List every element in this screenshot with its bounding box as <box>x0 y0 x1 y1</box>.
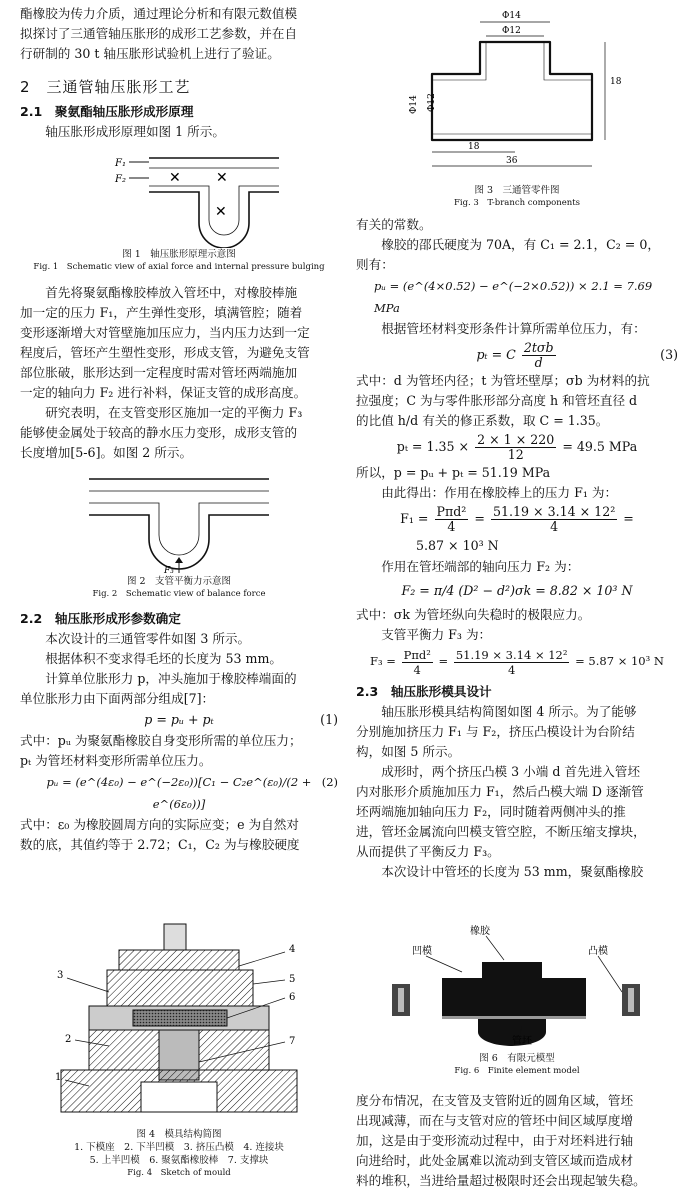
paragraph-line: 加一定的压力 F₁，产生弹性变形，填满管腔；随着 <box>20 305 303 320</box>
part-number: 6 <box>289 992 296 1003</box>
figure-3-caption-en: Fig. 3 T-branch components <box>453 198 581 208</box>
axial-bulging-diagram <box>49 148 309 248</box>
section-2-heading: 2 三通管轴压胀形工艺 <box>20 78 191 96</box>
paragraph-line: 程度后，管坯产生塑性变形，形成支管，为避免支管 <box>20 345 310 360</box>
paragraph-line: 变形逐渐增大对管壁施加压应力，当内压力达到一定 <box>20 325 310 340</box>
figure-4-caption-en: Fig. 4 Sketch of mould <box>127 1168 231 1178</box>
paragraph-line: pₜ 为管坯材料变形所需单位压力。 <box>20 753 212 768</box>
paragraph: 有关的常数。 <box>356 217 432 232</box>
equation-pu: pᵤ = (e^(4×0.52) − e^(−2×0.52)) × 2.1 = 7.69 MPa <box>374 279 653 315</box>
section-2-3-heading: 2.3 轴压胀形模具设计 <box>356 684 492 699</box>
figure-2-caption: 图 2 支管平衡力示意图 <box>126 576 232 587</box>
paragraph-line: 内对胀形介质施加压力 F₁，然后凸模大端 D 逐渐管 <box>356 784 644 799</box>
paragraph: 支管平衡力 F₃ 为： <box>381 627 492 642</box>
equation-pt: pₜ = 1.35 × $\frac{2 \times 1 \times 220}{12}$ = 49.5 MPa <box>396 432 638 462</box>
dim-l36: 36 <box>506 156 518 166</box>
part-number: 4 <box>289 944 296 955</box>
figure-1-caption: 图 1 轴压胀形原理示意图 <box>122 249 236 260</box>
paragraph-line: 首先将聚氨酯橡胶棒放入管坯中，对橡胶棒施 <box>45 285 298 300</box>
paragraph: 本次设计中管坯的长度为 53 mm，聚氨酯橡胶 <box>381 864 644 879</box>
paragraph-line: 单位胀形力由下面两部分组成[7]： <box>20 691 215 706</box>
paragraph-line: 出现减薄，而在与支管对应的管坯中间区域厚度增 <box>356 1113 634 1128</box>
svg-text:✕: ✕ <box>216 170 228 186</box>
figure-4 <box>20 922 338 1179</box>
figure-6-caption-en: Fig. 6 Finite element model <box>454 1066 580 1076</box>
figure-3-caption: 图 3 三通管零件图 <box>474 185 560 196</box>
t-branch-drawing <box>402 4 632 184</box>
part-number: 7 <box>289 1036 296 1047</box>
paragraph-line: 式中：pᵤ 为聚氨酯橡胶自身变形所需的单位压力； <box>20 733 302 748</box>
equation-number: (2) <box>321 775 338 789</box>
paragraph: 根据管坯材料变形条件计算所需单位压力，有： <box>381 321 646 336</box>
mould-sketch <box>49 922 309 1122</box>
paragraph-line: 则有： <box>356 257 394 272</box>
paragraph: 由此得出：作用在橡胶棒上的压力 F₁ 为： <box>381 485 618 500</box>
paragraph-line: 从而提供了平衡反力 F₃。 <box>356 844 500 859</box>
paragraph-line: 构，如图 5 所示。 <box>356 744 461 759</box>
part-number: 3 <box>57 970 64 981</box>
paragraph-line: 数的底，其值约等于 2.72；C₁，C₂ 为与橡胶硬度 <box>20 837 300 852</box>
paragraph-line: 部位胀破，胀形达到一定程度时需对管坯两端施加 <box>20 365 298 380</box>
part-number: 1 <box>55 1072 62 1083</box>
figure-1 <box>20 148 338 273</box>
paragraph-line: 的比值 h/d 有关的修正系数，取 C = 1.35。 <box>356 413 609 428</box>
paragraph-line: 坯两端施加轴向压力 F₂，同时随着两侧冲头的推 <box>356 804 626 819</box>
paragraph-line: 式中：d 为管坯内径；t 为管坯壁厚；σb 为材料的抗 <box>356 373 650 388</box>
intro-line: 行研制的 30 t 轴压胀形试验机上进行了验证。 <box>20 46 280 61</box>
paragraph: 作用在管坯端部的轴向压力 F₂ 为： <box>381 559 580 574</box>
figure-4-legend: 5. 上半凹模 6. 聚氨酯橡胶棒 7. 支撑块 <box>89 1155 269 1166</box>
figure-3 <box>356 4 678 209</box>
f2-label: F₂ <box>115 174 126 185</box>
balance-force-diagram <box>69 469 289 575</box>
equation-f1: F₁ = $\frac{\text{Pπd²}}{4}$ = $\frac{\text{51.19 × 3.14 × 12²}}{4}$ = <box>400 504 634 534</box>
label-rubber: 橡胶 <box>470 926 490 937</box>
figure-4-caption: 图 4 模具结构简图 <box>136 1129 222 1140</box>
paragraph-line: 进，管坯金属流向凹模支管空腔，不断压缩支撑块， <box>356 824 646 839</box>
paragraph: 本次设计的三通管零件如图 3 所示。 <box>45 631 251 646</box>
part-number: 2 <box>65 1034 72 1045</box>
paragraph-line: 式中：ε₀ 为橡胶圆周方向的实际应变；e 为自然对 <box>20 817 299 832</box>
equation-number: (3) <box>660 347 678 362</box>
dim-vd14: Φ14 <box>409 95 419 114</box>
paragraph-line: 度分布情况，在支管及支管附近的圆角区域，管坯 <box>356 1093 634 1108</box>
fe-model <box>382 922 652 1046</box>
right-column <box>356 4 678 882</box>
figure-6-caption: 图 6 有限元模型 <box>479 1053 555 1064</box>
paragraph-line: 料的堆积，当进给量超过极限时还会出现起皱失稳。 <box>356 1173 646 1188</box>
paragraph-line: 加，这是由于变形流动过程中，由于对坯料进行轴 <box>356 1133 634 1148</box>
equation-2: pᵤ = (e^(4ε₀) − e^(−2ε₀))[C₁ − C₂e^(ε₀)/(2 + e^(6ε₀))] (2) <box>20 771 338 815</box>
paragraph: 轴压胀形成形原理如图 1 所示。 <box>45 124 225 139</box>
dim-vd12: Φ12 <box>427 93 437 112</box>
dim-d12: Φ12 <box>502 26 521 36</box>
paragraph-line: 分别施加挤压力 F₁ 与 F₂，挤压凸模设计为台阶结 <box>356 724 635 739</box>
figure-4-legend: 1. 下模座 2. 下半凹模 3. 挤压凸模 4. 连接块 <box>74 1142 284 1153</box>
paragraph-line: 轴压胀形模具结构简图如图 4 所示。为了能够 <box>381 704 637 719</box>
left-column <box>20 4 338 855</box>
paragraph-line: 能够使金属处于较高的静水压力变形，成形支管的 <box>20 425 298 440</box>
svg-text:✕: ✕ <box>215 204 227 220</box>
equation-1: p = pᵤ + pₜ (1) <box>20 709 338 731</box>
label-die: 凹模 <box>412 946 432 957</box>
paragraph-line: 成形时，两个挤压凸模 3 小端 d 首先进入管坯 <box>381 764 640 779</box>
equation-number: (1) <box>320 712 338 727</box>
paragraph-line: 向进给时，此处金属难以流动到支管区域而造成材 <box>356 1153 634 1168</box>
paragraph: 所以，p = pᵤ + pₜ = 51.19 MPa <box>356 465 551 480</box>
section-2-2-heading: 2.2 轴压胀形成形参数确定 <box>20 611 181 626</box>
f1-label: F₁ <box>115 158 126 169</box>
figure-2 <box>20 469 338 600</box>
paragraph-line: 计算单位胀形力 p，冲头施加于橡胶棒端面的 <box>45 671 297 686</box>
dim-l18: 18 <box>468 142 480 152</box>
svg-text:✕: ✕ <box>169 170 181 186</box>
equation-f1-result: 5.87 × 10³ N <box>416 538 499 553</box>
figure-1-caption-en: Fig. 1 Schematic view of axial force and internal pressure bulging <box>33 262 325 272</box>
label-punch: 凸模 <box>588 946 608 957</box>
f3-label: F₃ <box>164 566 174 575</box>
paragraph: 根据体积不变求得毛坯的长度为 53 mm。 <box>45 651 283 666</box>
equation-f3: F₃ = $\frac{\text{Pπd²}}{4}$ = $\frac{\text{51.19 × 3.14 × 12²}}{4}$ = 5.87 × 10³ N <box>370 647 664 677</box>
section-2-1-heading: 2.1 聚氨酯轴压胀形成形原理 <box>20 104 194 119</box>
paragraph-line: 拉强度；C 为与零件胀形部分高度 h 和管坯直径 d <box>356 393 638 408</box>
paragraph-line: 长度增加[5-6]。如图 2 所示。 <box>20 445 193 460</box>
paragraph-line: 研究表明，在支管变形区施加一定的平衡力 F₃ <box>45 405 303 420</box>
paragraph-line: 橡胶的邵氏硬度为 70A，有 C₁ = 2.1，C₂ = 0， <box>381 237 660 252</box>
paragraph: 式中：σk 为管坯纵向失稳时的极限应力。 <box>356 607 591 622</box>
dim-d14: Φ14 <box>502 11 521 21</box>
bottom-right <box>356 922 678 1191</box>
dim-h18: 18 <box>610 77 622 87</box>
intro-line: 拟探讨了三通管轴压胀形的成形工艺参数，并在自 <box>20 26 298 41</box>
figure-6 <box>356 922 678 1077</box>
paragraph-line: 一定的轴向力 F₂ 进行补料，保证支管的成形高度。 <box>20 385 307 400</box>
label-tube: 管坯 <box>512 1036 532 1046</box>
equation-f2: F₂ = π/4 (D² − d²)σk = 8.82 × 10³ N <box>401 583 633 598</box>
figure-2-caption-en: Fig. 2 Schematic view of balance force <box>92 589 266 599</box>
equation-3: pₜ = C $\frac{\text{2tσb}}{d}$ (3) <box>476 340 678 370</box>
part-number: 5 <box>289 974 296 985</box>
intro-line: 酯橡胶为传力介质，通过理论分析和有限元数值模 <box>20 6 298 21</box>
